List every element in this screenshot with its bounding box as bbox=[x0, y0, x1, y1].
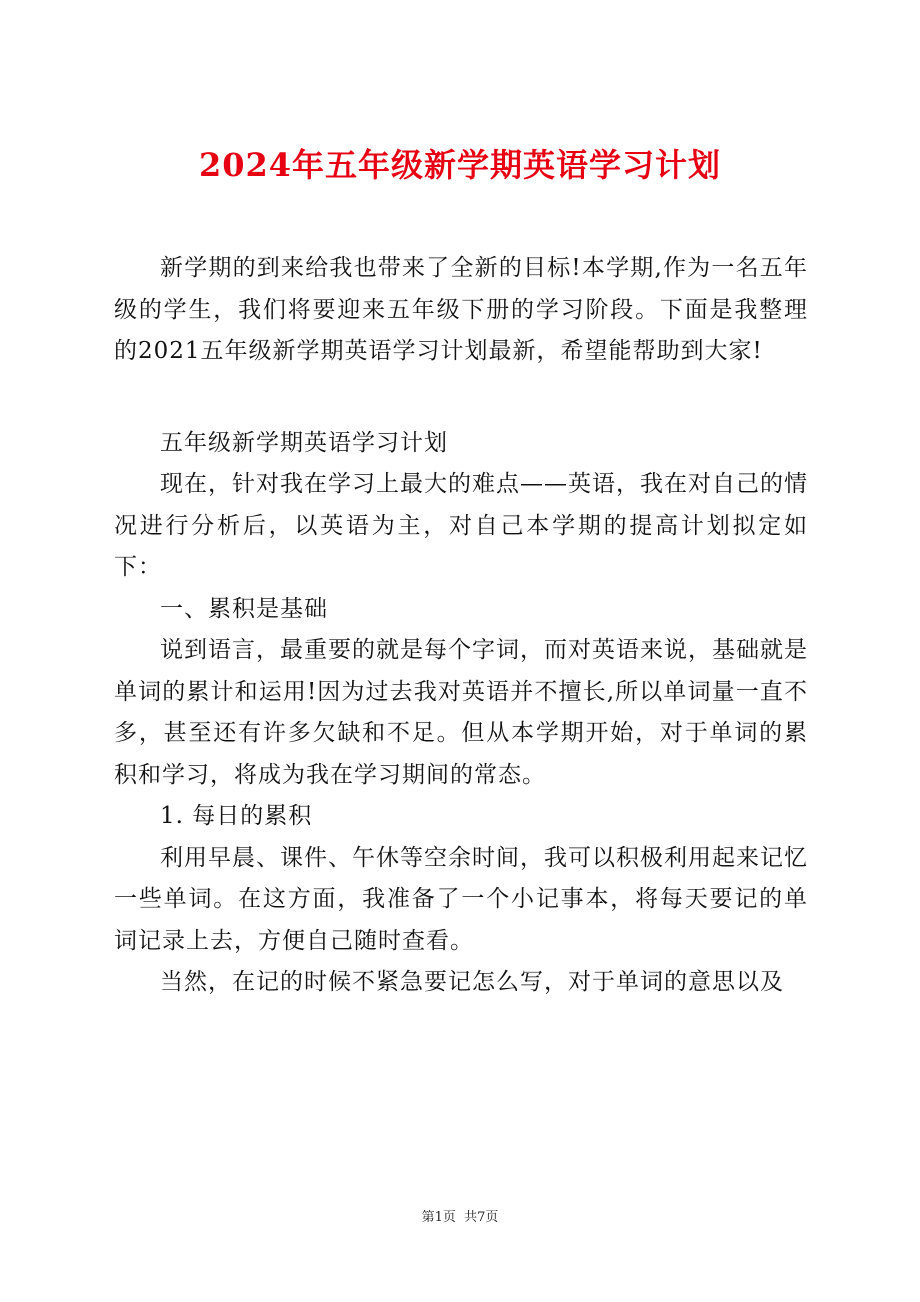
subsection-heading: 1. 每日的累积 bbox=[160, 803, 313, 829]
paragraph: 当然，在记的时候不紧急要记怎么写，对于单词的意思以及 bbox=[160, 969, 784, 995]
section-heading: 一、累积是基础 bbox=[160, 595, 328, 622]
paragraph: 现在，针对我在学习上最大的难点——英语，我在对自己的情况进行分析后，以英语为主，对自己本学期的提高计划拟定如下： bbox=[114, 471, 808, 580]
paragraph-intro: 新学期的到来给我也带来了全新的目标!本学期,作为一名五年级的学生，我们将要迎来五年级下册的学习阶段。下面是我整理的2021五年级新学期英语学习计划最新，希望能帮助到大家! bbox=[114, 255, 808, 364]
paragraph: 说到语言，最重要的就是每个字词，而对英语来说，基础就是单词的累计和运用!因为过去我对英语并不擅长,所以单词量一直不多，甚至还有许多欠缺和不足。但从本学期开始，对于单词的累积和学习，将成为我在学习期间的常态。 bbox=[114, 637, 808, 788]
document-body bbox=[114, 248, 808, 1004]
page-total: 共7页 bbox=[464, 1210, 499, 1225]
section-heading: 五年级新学期英语学习计划 bbox=[160, 429, 448, 456]
paragraph-gap bbox=[114, 373, 808, 423]
paragraph: 利用早晨、课件、午休等空余时间，我可以积极利用起来记忆一些单词。在这方面，我准备了一个小记事本，将每天要记的单词记录上去，方便自己随时查看。 bbox=[114, 844, 808, 954]
page-number: 第1页 bbox=[421, 1210, 456, 1225]
document-title: 2024年五年级新学期英语学习计划 bbox=[198, 146, 722, 184]
page-footer bbox=[0, 1206, 920, 1225]
